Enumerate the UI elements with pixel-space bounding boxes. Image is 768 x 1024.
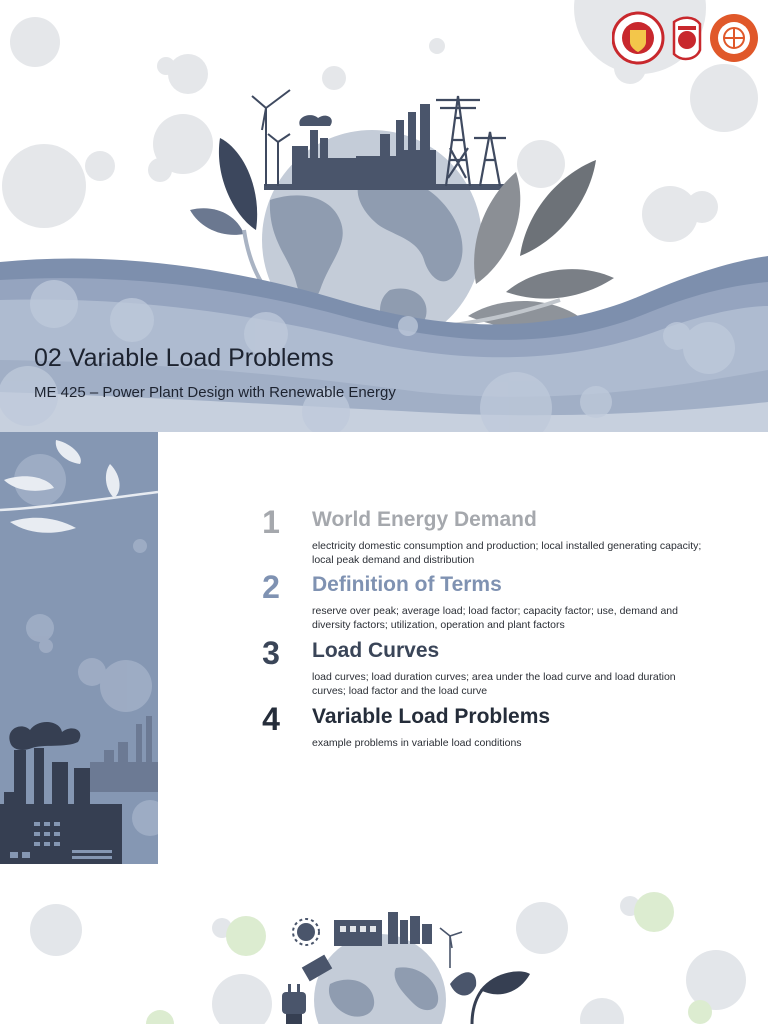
agenda-description: load curves; load duration curves; area under the load curve and load duration curves; load factor and the load curve <box>312 671 676 697</box>
agenda-heading: Variable Load Problems <box>312 705 551 728</box>
panel-branch <box>0 440 158 533</box>
agenda-number: 2 <box>262 569 280 605</box>
globe-illustration <box>314 934 446 1024</box>
agenda-slide <box>0 432 768 864</box>
gear-seal-icon <box>710 14 758 62</box>
wind-turbines <box>252 90 290 186</box>
agenda-number: 4 <box>262 701 280 737</box>
agenda-heading: Definition of Terms <box>312 573 502 596</box>
third-slide-artwork <box>0 864 768 1024</box>
plant-leaves <box>450 971 530 1024</box>
agenda-number: 1 <box>262 504 280 540</box>
agenda-heading: Load Curves <box>312 639 440 662</box>
wind-turbines <box>440 928 462 968</box>
agenda-description: reserve over peak; average load; load factor; capacity factor; use, demand and diversity factors; utilization, operation and plant factors <box>312 605 678 631</box>
college-seal-icon <box>674 18 700 59</box>
slide-subtitle: ME 425 – Power Plant Design with Renewable Energy <box>34 384 396 401</box>
third-slide-partial <box>0 864 768 1024</box>
title-slide <box>0 0 768 432</box>
agenda-heading: World Energy Demand <box>312 508 537 531</box>
plug-icon <box>282 984 306 1024</box>
university-seal-icon <box>613 13 663 63</box>
institution-logos <box>612 10 762 66</box>
slide-title: 02 Variable Load Problems <box>34 344 334 372</box>
agenda-number: 3 <box>262 635 280 671</box>
sun-icon <box>293 919 319 945</box>
agenda-description: example problems in variable load conditions <box>312 737 522 749</box>
left-decor-panel <box>0 432 158 864</box>
agenda-description: electricity domestic consumption and production; local installed generating capacity; local peak demand and distribution <box>312 540 702 566</box>
panel-factory <box>0 716 158 864</box>
